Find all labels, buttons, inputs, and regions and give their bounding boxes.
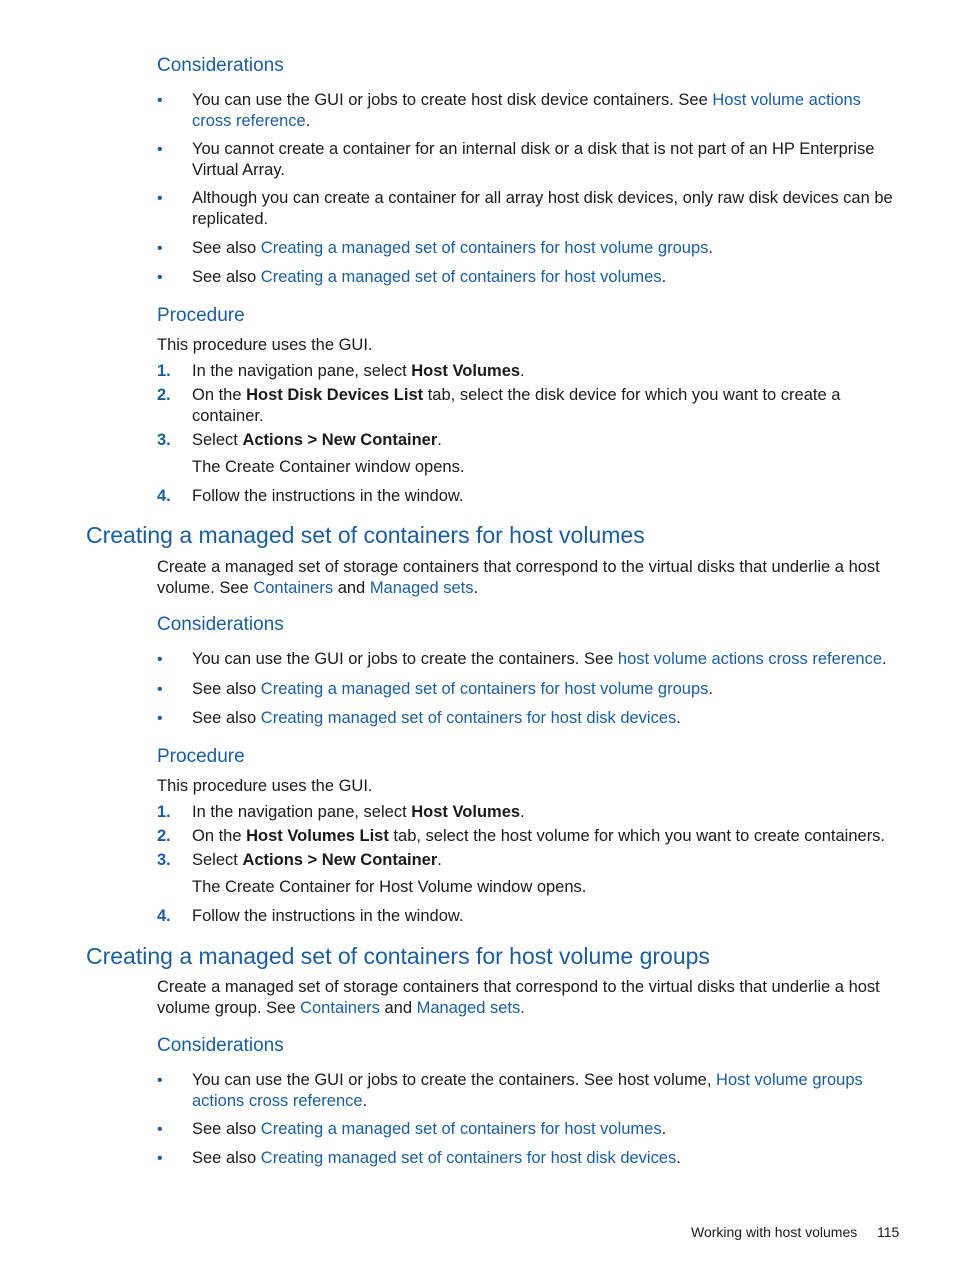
bullet-marker: • [157, 1150, 163, 1167]
page-number: 115 [877, 1224, 900, 1240]
step-text: On the Host Disk Devices List tab, select the disk device for which you want to create a container. [192, 386, 841, 425]
step-text: Select Actions > New Container. [192, 851, 442, 869]
section-title: Creating a managed set of containers for host volume groups [86, 943, 710, 969]
bullet-text: Although you can create a container for all array host disk devices, only raw disk devices can be replicated. [192, 189, 893, 228]
step-number: 3. [157, 431, 171, 449]
procedure-step [157, 826, 897, 847]
step-result: The Create Container window opens. [192, 458, 465, 476]
bullet-marker: • [157, 1072, 163, 1089]
list-item [157, 649, 897, 670]
section-title: Creating a managed set of containers for host volumes [86, 522, 645, 548]
procedure-heading: Procedure [157, 746, 245, 767]
managed-sets-link[interactable]: Managed sets [369, 579, 474, 597]
procedure-step [157, 802, 897, 823]
cross-reference-link[interactable]: Creating a managed set of containers for host volume groups [260, 680, 709, 698]
list-item [157, 679, 897, 700]
list-item [157, 139, 897, 181]
cross-reference-link[interactable]: host volume actions cross reference [617, 650, 883, 668]
cross-reference-link[interactable]: Creating a managed set of containers for host volumes [260, 1120, 662, 1138]
procedure-intro: This procedure uses the GUI. [157, 336, 373, 354]
list-item [157, 238, 897, 259]
list-item [157, 1148, 897, 1169]
step-number: 4. [157, 907, 171, 925]
containers-link[interactable]: Containers [300, 999, 380, 1017]
step-text: In the navigation pane, select Host Volumes. [192, 362, 525, 380]
procedure-step [157, 430, 897, 451]
step-text: Follow the instructions in the window. [192, 907, 464, 925]
cross-reference-link[interactable]: Host volume groups actions cross reference [192, 1071, 863, 1110]
bullet-text: You can use the GUI or jobs to create the containers. See host volume actions cross reference. [192, 650, 887, 668]
bullet-text: See also Creating managed set of containers for host disk devices. [192, 709, 681, 727]
step-number: 4. [157, 487, 171, 505]
cross-reference-link[interactable]: Creating a managed set of containers for host volume groups [260, 239, 709, 257]
list-item [157, 1119, 897, 1140]
procedure-heading: Procedure [157, 305, 245, 326]
bullet-marker: • [157, 141, 163, 158]
managed-sets-link[interactable]: Managed sets [416, 999, 521, 1017]
list-item [157, 90, 897, 132]
bullet-marker: • [157, 710, 163, 727]
procedure-intro: This procedure uses the GUI. [157, 777, 373, 795]
cross-reference-link[interactable]: Host volume actions cross reference [192, 91, 861, 130]
procedure-step [157, 361, 897, 382]
procedure-step [157, 486, 897, 507]
containers-link[interactable]: Containers [253, 579, 334, 597]
procedure-step [157, 906, 897, 927]
bullet-text: See also Creating a managed set of containers for host volume groups. [192, 239, 713, 257]
list-item [157, 708, 897, 729]
bullet-text: You can use the GUI or jobs to create the containers. See host volume, Host volume groups actions cross reference. [192, 1071, 863, 1110]
bullet-text: You can use the GUI or jobs to create host disk device containers. See Host volume actions cross reference. [192, 91, 861, 130]
bullet-marker: • [157, 681, 163, 698]
list-item [157, 1070, 897, 1112]
bullet-marker: • [157, 92, 163, 109]
considerations-heading: Considerations [157, 614, 284, 635]
list-item [157, 267, 897, 288]
bullet-text: See also Creating a managed set of containers for host volume groups. [192, 680, 713, 698]
section-intro: Create a managed set of storage containers that correspond to the virtual disks that underlie a host volume. See Containers and Managed sets. [157, 558, 880, 597]
step-number: 1. [157, 362, 171, 380]
bullet-text: You cannot create a container for an internal disk or a disk that is not part of an HP Enterprise Virtual Array. [192, 140, 875, 179]
step-number: 3. [157, 851, 171, 869]
bullet-marker: • [157, 651, 163, 668]
section-intro: Create a managed set of storage containers that correspond to the virtual disks that underlie a host volume group. See Containers and Managed sets. [157, 978, 880, 1017]
cross-reference-link[interactable]: Creating a managed set of containers for host volumes [260, 268, 662, 286]
considerations-heading: Considerations [157, 55, 284, 76]
step-number: 2. [157, 827, 171, 845]
considerations-heading: Considerations [157, 1035, 284, 1056]
step-result: The Create Container for Host Volume window opens. [192, 878, 587, 896]
step-number: 2. [157, 386, 171, 404]
step-text: Follow the instructions in the window. [192, 487, 464, 505]
bullet-marker: • [157, 190, 163, 207]
list-item [157, 188, 897, 230]
step-number: 1. [157, 803, 171, 821]
bullet-marker: • [157, 240, 163, 257]
bullet-text: See also Creating a managed set of containers for host volumes. [192, 268, 667, 286]
procedure-step [157, 385, 897, 427]
cross-reference-link[interactable]: Creating managed set of containers for host disk devices [260, 1149, 677, 1167]
step-text: On the Host Volumes List tab, select the host volume for which you want to create containers. [192, 827, 886, 845]
bullet-marker: • [157, 1121, 163, 1138]
step-text: In the navigation pane, select Host Volumes. [192, 803, 525, 821]
procedure-step [157, 850, 897, 871]
footer-section-title: Working with host volumes [691, 1224, 858, 1240]
step-text: Select Actions > New Container. [192, 431, 442, 449]
bullet-marker: • [157, 269, 163, 286]
cross-reference-link[interactable]: Creating managed set of containers for host disk devices [260, 709, 677, 727]
bullet-text: See also Creating a managed set of containers for host volumes. [192, 1120, 667, 1138]
bullet-text: See also Creating managed set of containers for host disk devices. [192, 1149, 681, 1167]
